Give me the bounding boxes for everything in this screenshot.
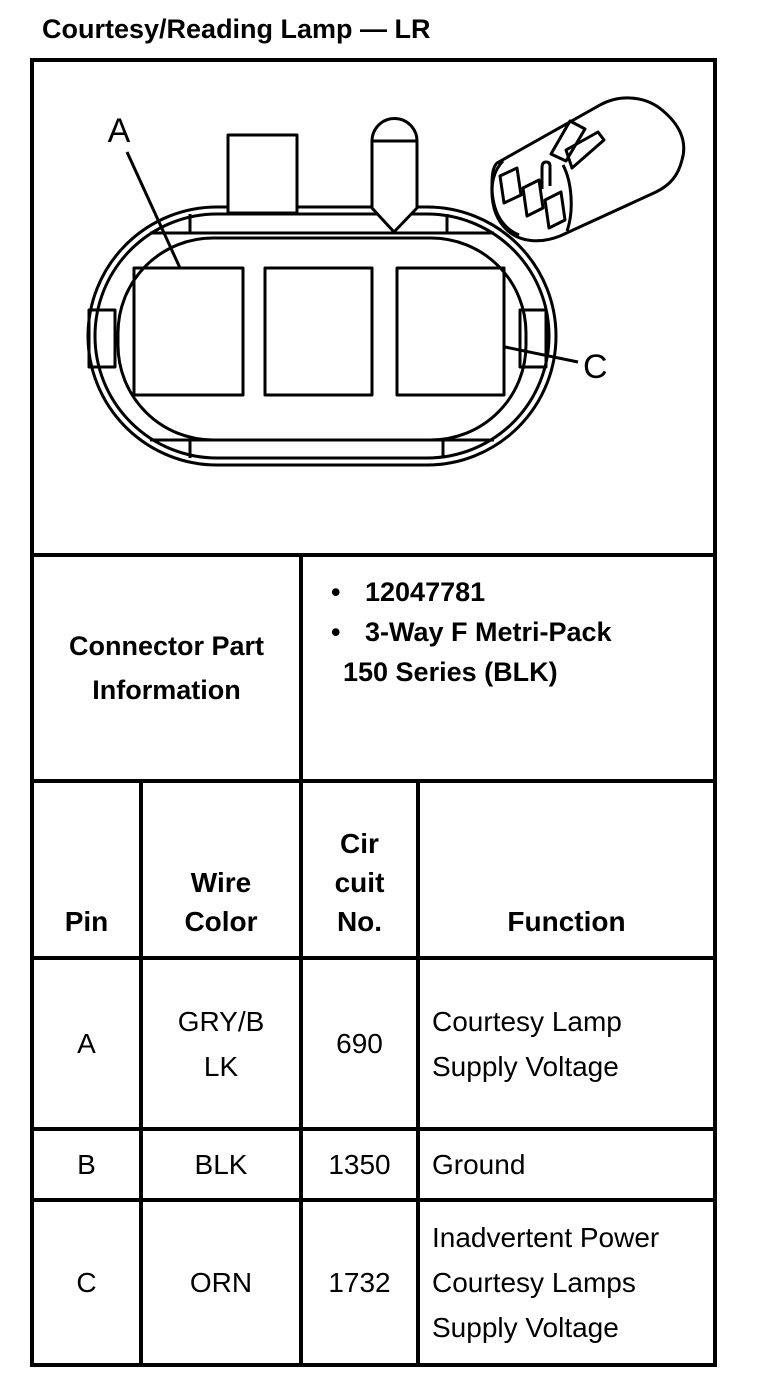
page-title: Courtesy/Reading Lamp — LR: [42, 14, 431, 44]
part-number-item: [331, 572, 703, 612]
index-tab: [228, 135, 297, 213]
connector-type: 3-Way F Metri-Pack: [365, 617, 612, 647]
pin-label-a: A: [107, 112, 131, 150]
leader-line-a: [127, 152, 180, 268]
figure-table: [30, 58, 717, 1367]
row-c-function: Inadvertent Power Courtesy Lamps Supply Voltage: [420, 1202, 713, 1363]
header-wire-color: Wire Color: [143, 783, 299, 956]
bullet-icon: •: [331, 617, 341, 647]
row-a-function: Courtesy Lamp Supply Voltage: [420, 960, 713, 1127]
connector-drawing-panel: [34, 62, 713, 553]
connector-type-continuation: 150 Series (BLK): [343, 657, 558, 687]
row-b-pin: B: [34, 1131, 139, 1198]
header-pin: Pin: [34, 783, 139, 956]
pin-callouts: [108, 112, 608, 386]
connector-diagram: [34, 62, 713, 553]
row-b-function: Ground: [420, 1131, 713, 1198]
row-a-wire: GRY/B LK: [143, 960, 299, 1127]
part-number: 12047781: [365, 577, 486, 607]
connector-face-view: [88, 119, 556, 466]
row-a-circuit: 690: [303, 960, 416, 1127]
leader-line-c: [505, 347, 578, 362]
row-a-pin: A: [34, 960, 139, 1127]
row-b-wire: BLK: [143, 1131, 299, 1198]
pin-label-c: C: [583, 348, 608, 386]
bullet-icon: •: [331, 577, 341, 607]
row-c-pin: C: [34, 1202, 139, 1363]
row-c-wire: ORN: [143, 1202, 299, 1363]
cavity-c: [397, 268, 504, 395]
row-b-circuit: 1350: [303, 1131, 416, 1198]
connector-part-info-heading: Connector Part Information: [34, 557, 299, 779]
locator-pin: [372, 119, 417, 233]
connector-part-info-details: [303, 557, 713, 779]
connector-type-item: [331, 612, 703, 652]
connector-3d-view: [492, 98, 684, 241]
cavity-b: [265, 268, 372, 395]
row-c-circuit: 1732: [303, 1202, 416, 1363]
header-circuit-no: Cir cuit No.: [303, 783, 416, 956]
left-notch: [89, 310, 115, 367]
cavity-a: [134, 268, 243, 395]
header-function: Function: [420, 783, 713, 956]
